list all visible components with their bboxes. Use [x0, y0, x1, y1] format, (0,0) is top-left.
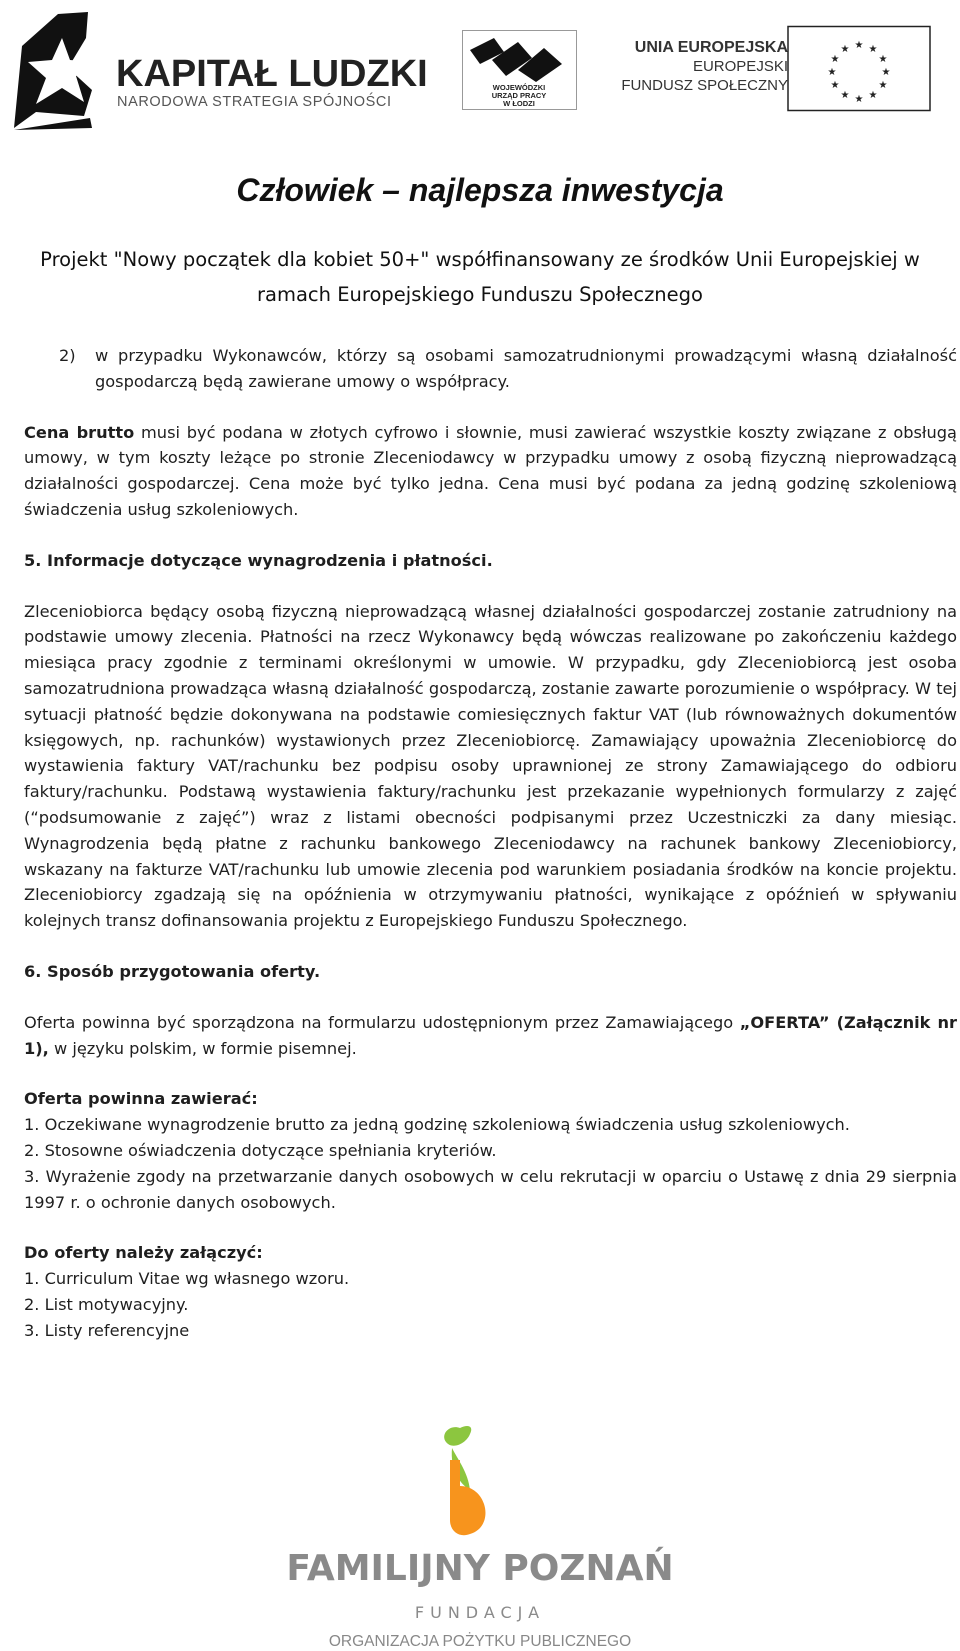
eu-line-2: EUROPEJSKI	[692, 58, 788, 75]
svg-text:★: ★	[854, 40, 864, 51]
wup-line-3: W ŁODZI	[503, 99, 535, 108]
list-item-2	[24, 343, 957, 395]
svg-text:★: ★	[854, 94, 864, 105]
contain-item-1: 1. Oczekiwane wynagrodzenie brutto za jedną godzinę szkoleniową świadczenia usług szkoleniowych.	[24, 1115, 850, 1135]
header-logos	[0, 0, 960, 145]
familijny-poznan-logo	[286, 1420, 674, 1650]
project-line-1: Projekt "Nowy początek dla kobiet 50+" współfinansowany ze środków Unii Europejskiej w	[40, 248, 920, 271]
svg-text:★: ★	[878, 54, 888, 65]
contain-item-2: 2. Stosowne oświadczenia dotyczące spełniania kryteriów.	[24, 1140, 497, 1160]
svg-text:★: ★	[827, 67, 837, 78]
section-5-paragraph: Zleceniobiorca będący osobą fizyczną nieprowadzącą własnej działalności gospodarczej zostanie zatrudniony na podstawie umowy zlecenia. Płatności na rzecz Wykonawcy będą wówczas realizowane po zakończeniu każdego miesiąca pracy zgodnie z terminami określonymi w umowie. W przypadku, gdy Zleceniobiorcą jest osoba samozatrudniona prowadząca własną działalność gospodarczą, zostanie zawarte porozumienie o współpracy. W tej sytuacji płatność będzie dokonywana na podstawie comiesięcznych faktur VAT (lub równoważnych dokumentów księgowych, np. rachunków) wystawionych przez Zleceniobiorcę. Zamawiający upoważnia Zleceniobiorcę do wystawienia faktury VAT/rachunku bez podpisu osoby uprawnionej ze strony Zamawiającego do odbioru faktury/rachunku. Podstawą wystawienia faktury/rachunku jest przekazanie wypełnionych formularzy z zajęć (“podsumowanie z zajęć”) wraz z listami obecności podpisanymi przez Uczestniczki za dany miesiąc. Wynagrodzenia będą płatne z rachunku bankowego Zleceniodawcy na rachunek bankowy Zleceniobiorcy, wskazany na fakturze VAT/rachunku lub umowie zlecenia pod warunkiem posiadania środków na koncie projektu. Zleceniobiorcy zgadzają się na opóźnienia w otrzymywaniu płatności, wynikające z opóźnień w spływaniu kolejnych transz dofinansowania projektu z Europejskiego Funduszu Społecznego.	[24, 601, 957, 931]
svg-text:★: ★	[840, 44, 850, 55]
section-5-heading: 5. Informacje dotyczące wynagrodzenia i płatności.	[24, 550, 493, 570]
footer-brand: FAMILIJNY POZNAŃ	[286, 1548, 674, 1589]
price-bold: Cena brutto	[24, 422, 135, 442]
kapital-ludzki-logo	[6, 8, 428, 136]
eu-line-1: UNIA EUROPEJSKA	[634, 39, 788, 56]
svg-text:★: ★	[830, 80, 840, 91]
wup-line-2: URZĄD PRACY	[491, 91, 547, 100]
eu-logo	[621, 26, 960, 112]
footer-sub: FUNDACJA	[414, 1603, 546, 1622]
contain-heading: Oferta powinna zawierać:	[24, 1089, 258, 1109]
svg-text:★: ★	[881, 67, 891, 78]
attach-item-3: 3. Listy referencyjne	[24, 1320, 190, 1340]
attach-item-1: 1. Curriculum Vitae wg własnego wzoru.	[24, 1269, 350, 1289]
contain-item-3: 3. Wyrażenie zgody na przetwarzanie danych osobowych w celu rekrutacji w oparciu o Ustawę z dnia 29 sierpnia 1997 r. o ochronie danych osobowych.	[24, 1166, 957, 1212]
section-6-heading: 6. Sposób przygotowania oferty.	[24, 961, 321, 981]
wup-lodz-logo	[462, 30, 577, 110]
list-item-text: w przypadku Wykonawców, którzy są osobami samozatrudnionymi prowadzącymi własną działalność gospodarczą będą zawierane umowy o współpracy.	[95, 346, 957, 391]
attach-heading: Do oferty należy załączyć:	[24, 1243, 263, 1263]
kapital-ludzki-sub: NARODOWA STRATEGIA SPÓJNOŚCI	[117, 94, 392, 110]
project-line-2: ramach Europejskiego Funduszu Społecznego	[257, 283, 703, 306]
price-text: musi być podana w złotych cyfrowo i słownie, musi zawierać wszystkie koszty związane z obsługą umowy, w tym koszty leżące po stronie Zleceniodawcy w przypadku umowy z osobą fizyczną nieprowadzącą działalności gospodarczej. Cena może być tylko jedna. Cena musi być podana za jedną godzinę szkoleniową świadczenia usług szkoleniowych.	[24, 422, 957, 519]
kapital-ludzki-name: KAPITAŁ LUDZKI	[116, 53, 428, 95]
price-paragraph	[24, 420, 957, 523]
list-item-number: 2)	[59, 346, 76, 365]
svg-text:★: ★	[840, 90, 850, 101]
footer-org: ORGANIZACJA POŻYTKU PUBLICZNEGO	[328, 1633, 632, 1650]
svg-text:★: ★	[868, 90, 878, 101]
svg-text:★: ★	[868, 44, 878, 55]
offer-bold: „OFERTA” (Załącznik nr 1),	[24, 1012, 958, 1058]
document-title: Człowiek – najlepsza inwestycja	[236, 172, 724, 208]
svg-text:★: ★	[878, 80, 888, 91]
project-line	[30, 242, 930, 312]
figure-icon	[450, 1460, 485, 1535]
leaf-icon	[444, 1426, 471, 1446]
wup-line-1: WOJEWÓDZKI	[492, 83, 546, 92]
eu-line-3: FUNDUSZ SPOŁECZNY	[621, 77, 788, 94]
attach-item-2: 2. List motywacyjny.	[24, 1294, 189, 1314]
document-body	[24, 343, 957, 1344]
svg-text:★: ★	[830, 54, 840, 65]
offer-paragraph: Oferta powinna być sporządzona na formularzu udostępnionym przez Zamawiającego „OFERTA” (Załącznik nr 1), w języku polskim, w formie pisemnej.	[24, 1012, 958, 1058]
